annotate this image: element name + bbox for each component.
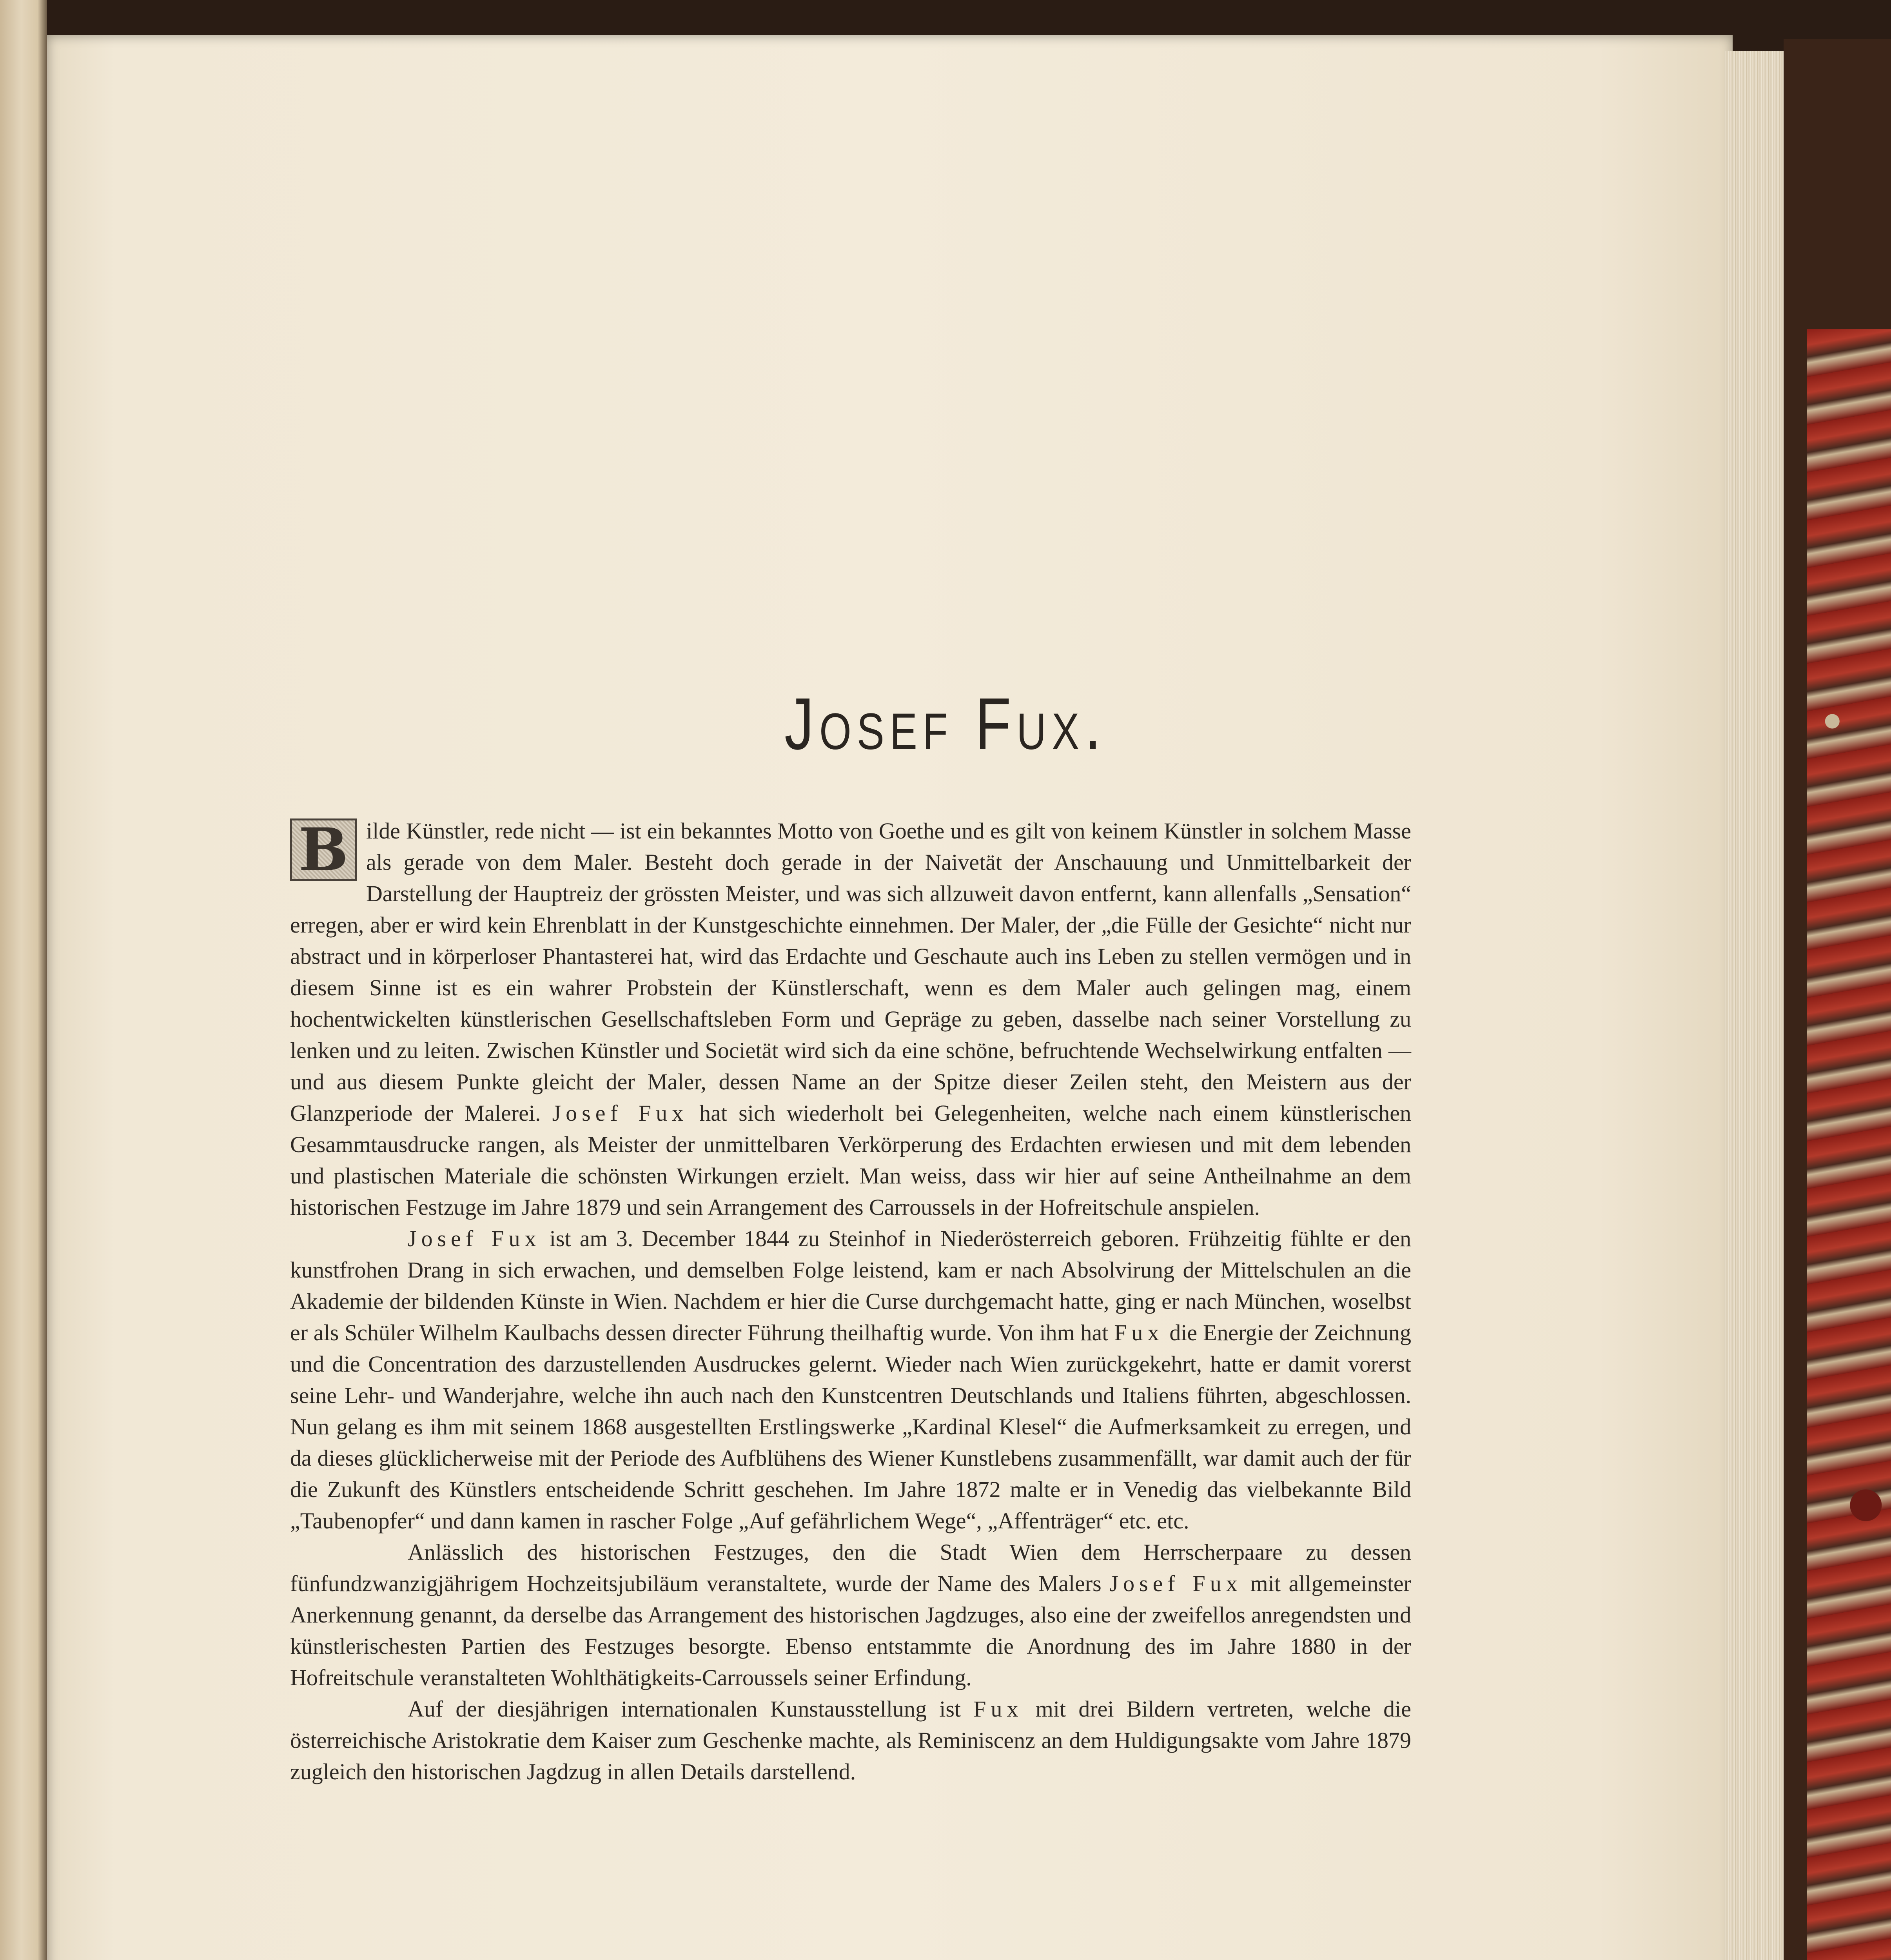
paragraph-3-continuation: mit allgemeinster Anerkennung genannt, da derselbe das Arrangement des historischen Jagdzuges, also eine der zweifellos anregendsten und künstlerischesten Partien des Festzuges besorgte. Ebenso entstammte die Anordnung des im Jahre 1880 in der Hofreitschule veranstalteten Wohlthätigkeits-Carroussels seiner Erfindung.: [290, 1571, 1411, 1690]
artist-name: Josef Fux: [552, 1100, 688, 1126]
paragraph-2: [290, 1223, 1411, 1537]
page-title: Josef Fux.: [784, 682, 1107, 765]
artist-name: Fux: [973, 1696, 1023, 1722]
paragraph-4: [290, 1693, 1411, 1788]
artist-name: Josef Fux: [408, 1226, 541, 1251]
artist-name: Fux: [1114, 1320, 1164, 1345]
paragraph-1-continuation: hat sich wiederholt bei Gelegenheiten, welche nach einem künstlerischen Gesammtausdrucke rangen, als Meister der unmittelbaren Verkörperung des Erdachten erwiesen und mit dem lebenden und plastischen Materiale die schönsten Wirkungen erzielt. Man weiss, dass wir hier auf seine Antheilnahme an dem historischen Festzuge im Jahre 1879 und sein Arrangement des Carroussels in der Hofreitschule anspielen.: [290, 1100, 1411, 1220]
facing-page-edge: [0, 0, 47, 1960]
dropcap-initial: B: [290, 818, 357, 881]
paragraph-1: [290, 815, 1411, 1223]
artist-name: Josef Fux: [1109, 1571, 1242, 1596]
paragraph-3-text: Anlässlich des historischen Festzuges, den die Stadt Wien dem Herrscherpaare zu dessen fünfundzwanzigjährigem Hochzeitsjubiläum veranstaltete, wurde der Name des Malers: [290, 1539, 1411, 1596]
paragraph-4-text: Auf der diesjährigen internationalen Kunstausstellung ist: [408, 1696, 961, 1722]
paragraph-1-text: ilde Künstler, rede nicht — ist ein bekanntes Motto von Goethe und es gilt von keinem Künstler in solchem Masse als gerade von dem Maler. Besteht doch gerade in der Naivetät der Anschauung und Unmittelbarkeit der Darstellung der Hauptreiz der grössten Meister, und was sich allzuweit davon entfernt, kann allenfalls „Sensation“ erregen, aber er wird kein Ehrenblatt in der Kunstgeschichte einnehmen. Der Maler, der „die Fülle der Gesichte“ nicht nur abstract und in körperloser Phantasterei hat, wird das Erdachte und Geschaute auch ins Leben zu stellen vermögen und in diesem Sinne ist es ein wahrer Probstein der Künstlerschaft, wenn es dem Maler auch gelingen mag, einem hochentwickelten künstlerischen Gesellschaftsleben Form und Gepräge zu geben, dasselbe nach seiner Vorstellung zu lenken und zu leiten. Zwischen Künstler und Societät wird sich da eine schöne, befruchtende Wechselwirkung entfalten — und aus diesem Punkte gleicht der Maler, dessen Name an der Spitze dieser Zeilen steht, den Meistern aus der Glanzperiode der Malerei.: [290, 818, 1411, 1126]
article-body: [290, 815, 1411, 1788]
paragraph-2-text: ist am 3. December 1844 zu Steinhof in Niederösterreich geboren. Frühzeitig fühlte er den kunstfrohen Drang in sich erwachen, und demselben Folge leistend, kam er nach Absolvirung der Mittelschulen an die Akademie der bildenden Künste in Wien. Nachdem er hier die Curse durchgemacht hatte, ging er nach München, woselbst er als Schüler Wilhelm Kaulbachs dessen directer Führung theilhaftig wurde. Von ihm hat: [290, 1226, 1412, 1345]
paragraph-4-continuation: mit drei Bildern vertreten, welche die österreichische Aristokratie dem Kaiser zum Geschenke machte, als Reminiscenz an dem Huldigungsakte vom Jahre 1879 zugleich den historischen Jagdzug in allen Details darstellend.: [290, 1696, 1412, 1784]
paragraph-3: [290, 1537, 1411, 1693]
page-block-edges: [1725, 51, 1784, 1960]
marbled-endpaper: [1807, 329, 1891, 1960]
paragraph-2-continuation: die Energie der Zeichnung und die Concentration des darzustellenden Ausdruckes gelernt. Wieder nach Wien zurückgekehrt, hatte er damit vorerst seine Lehr- und Wanderjahre, welche ihn auch nach den Kunstcentren Deutschlands und Italiens führten, abgeschlossen. Nun gelang es ihm mit seinem 1868 ausgestellten Erstlingswerke „Kardinal Klesel“ die Aufmerksamkeit zu erregen, und da dieses glücklicherweise mit der Periode des Aufblühens des Wiener Kunstlebens zusammenfällt, war damit auch der für die Zukunft des Künstlers entscheidende Schritt geschehen. Im Jahre 1872 malte er in Venedig das vielbekannte Bild „Taubenopfer“ und dann kamen in rascher Folge „Auf gefährlichem Wege“, „Affenträger“ etc. etc.: [290, 1320, 1412, 1534]
